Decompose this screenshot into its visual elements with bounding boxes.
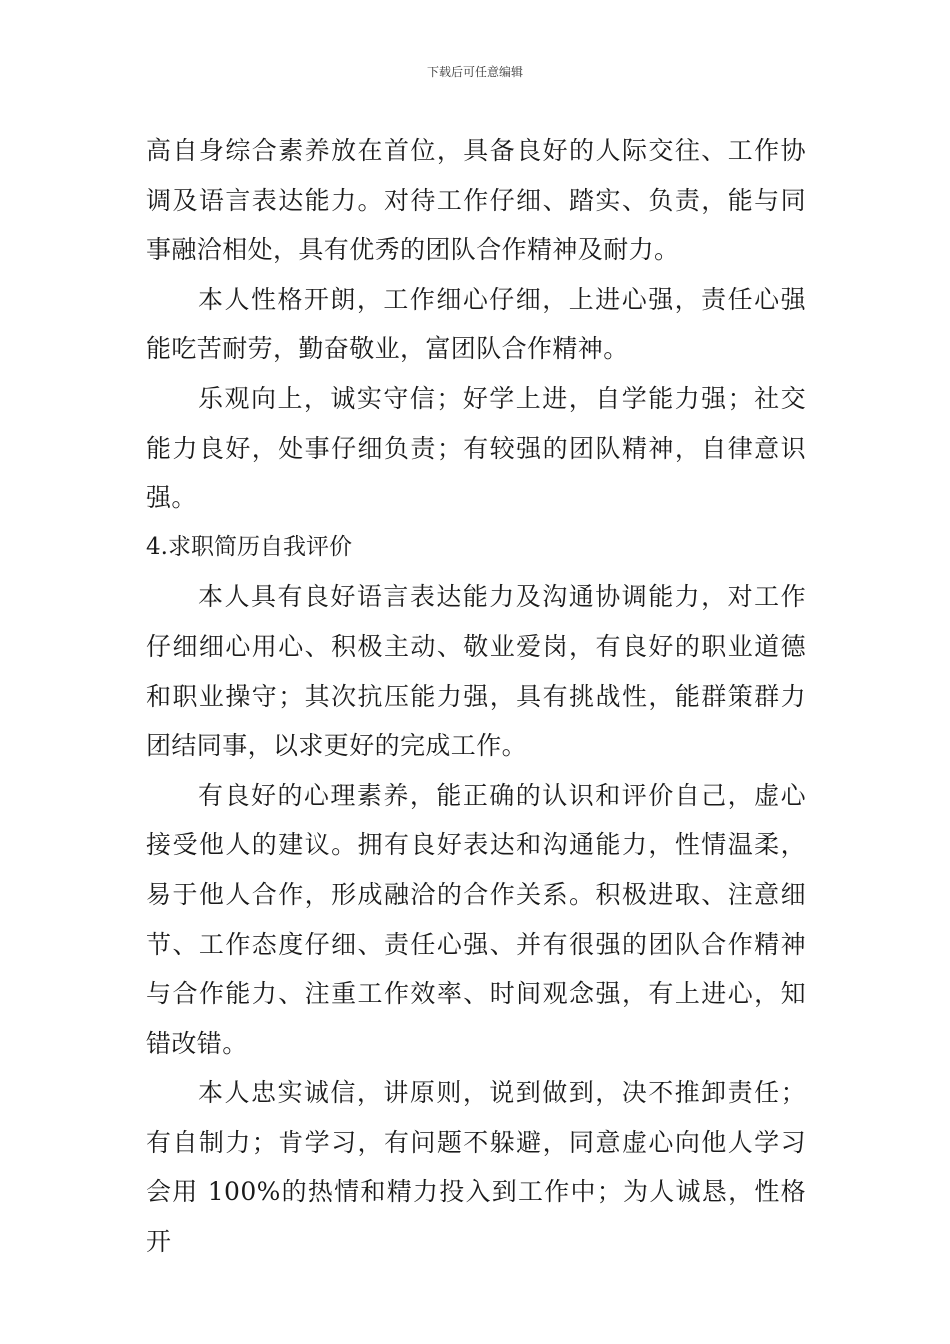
paragraph-5: 有良好的心理素养，能正确的认识和评价自己，虚心接受他人的建议。拥有良好表达和沟通能力，性情温柔，易于他人合作，形成融洽的合作关系。积极进取、注意细节、工作态度仔细、责任心强、并有很强的团队合作精神与合作能力、注重工作效率、时间观念强，有上进心，知错改错。 (146, 780, 806, 1058)
paragraph-4: 本人具有良好语言表达能力及沟通协调能力，对工作仔细细心用心、积极主动、敬业爱岗，有良好的职业道德和职业操守；其次抗压能力强，具有挑战性，能群策群力团结同事，以求更好的完成工作。 (146, 582, 806, 761)
section-heading: 4.求职简历自我评价 (146, 533, 352, 560)
paragraph-2: 本人性格开朗，工作细心仔细，上进心强，责任心强能吃苦耐劳，勤奋敬业，富团队合作精神。 (146, 284, 806, 364)
document-body (146, 126, 806, 1267)
paragraph-6: 本人忠实诚信，讲原则，说到做到，决不推卸责任；有自制力；肯学习，有问题不躲避，同意虚心向他人学习会用 100%的热情和精力投入到工作中；为人诚恳，性格开 (146, 1078, 806, 1257)
paragraph-1: 高自身综合素养放在首位，具备良好的人际交往、工作协调及语言表达能力。对待工作仔细、踏实、负责，能与同事融洽相处，具有优秀的团队合作精神及耐力。 (146, 136, 806, 265)
paragraph-3: 乐观向上，诚实守信；好学上进，自学能力强；社交能力良好，处事仔细负责；有较强的团队精神，自律意识强。 (146, 383, 806, 513)
page-header: 下载后可任意编辑 (426, 65, 523, 79)
